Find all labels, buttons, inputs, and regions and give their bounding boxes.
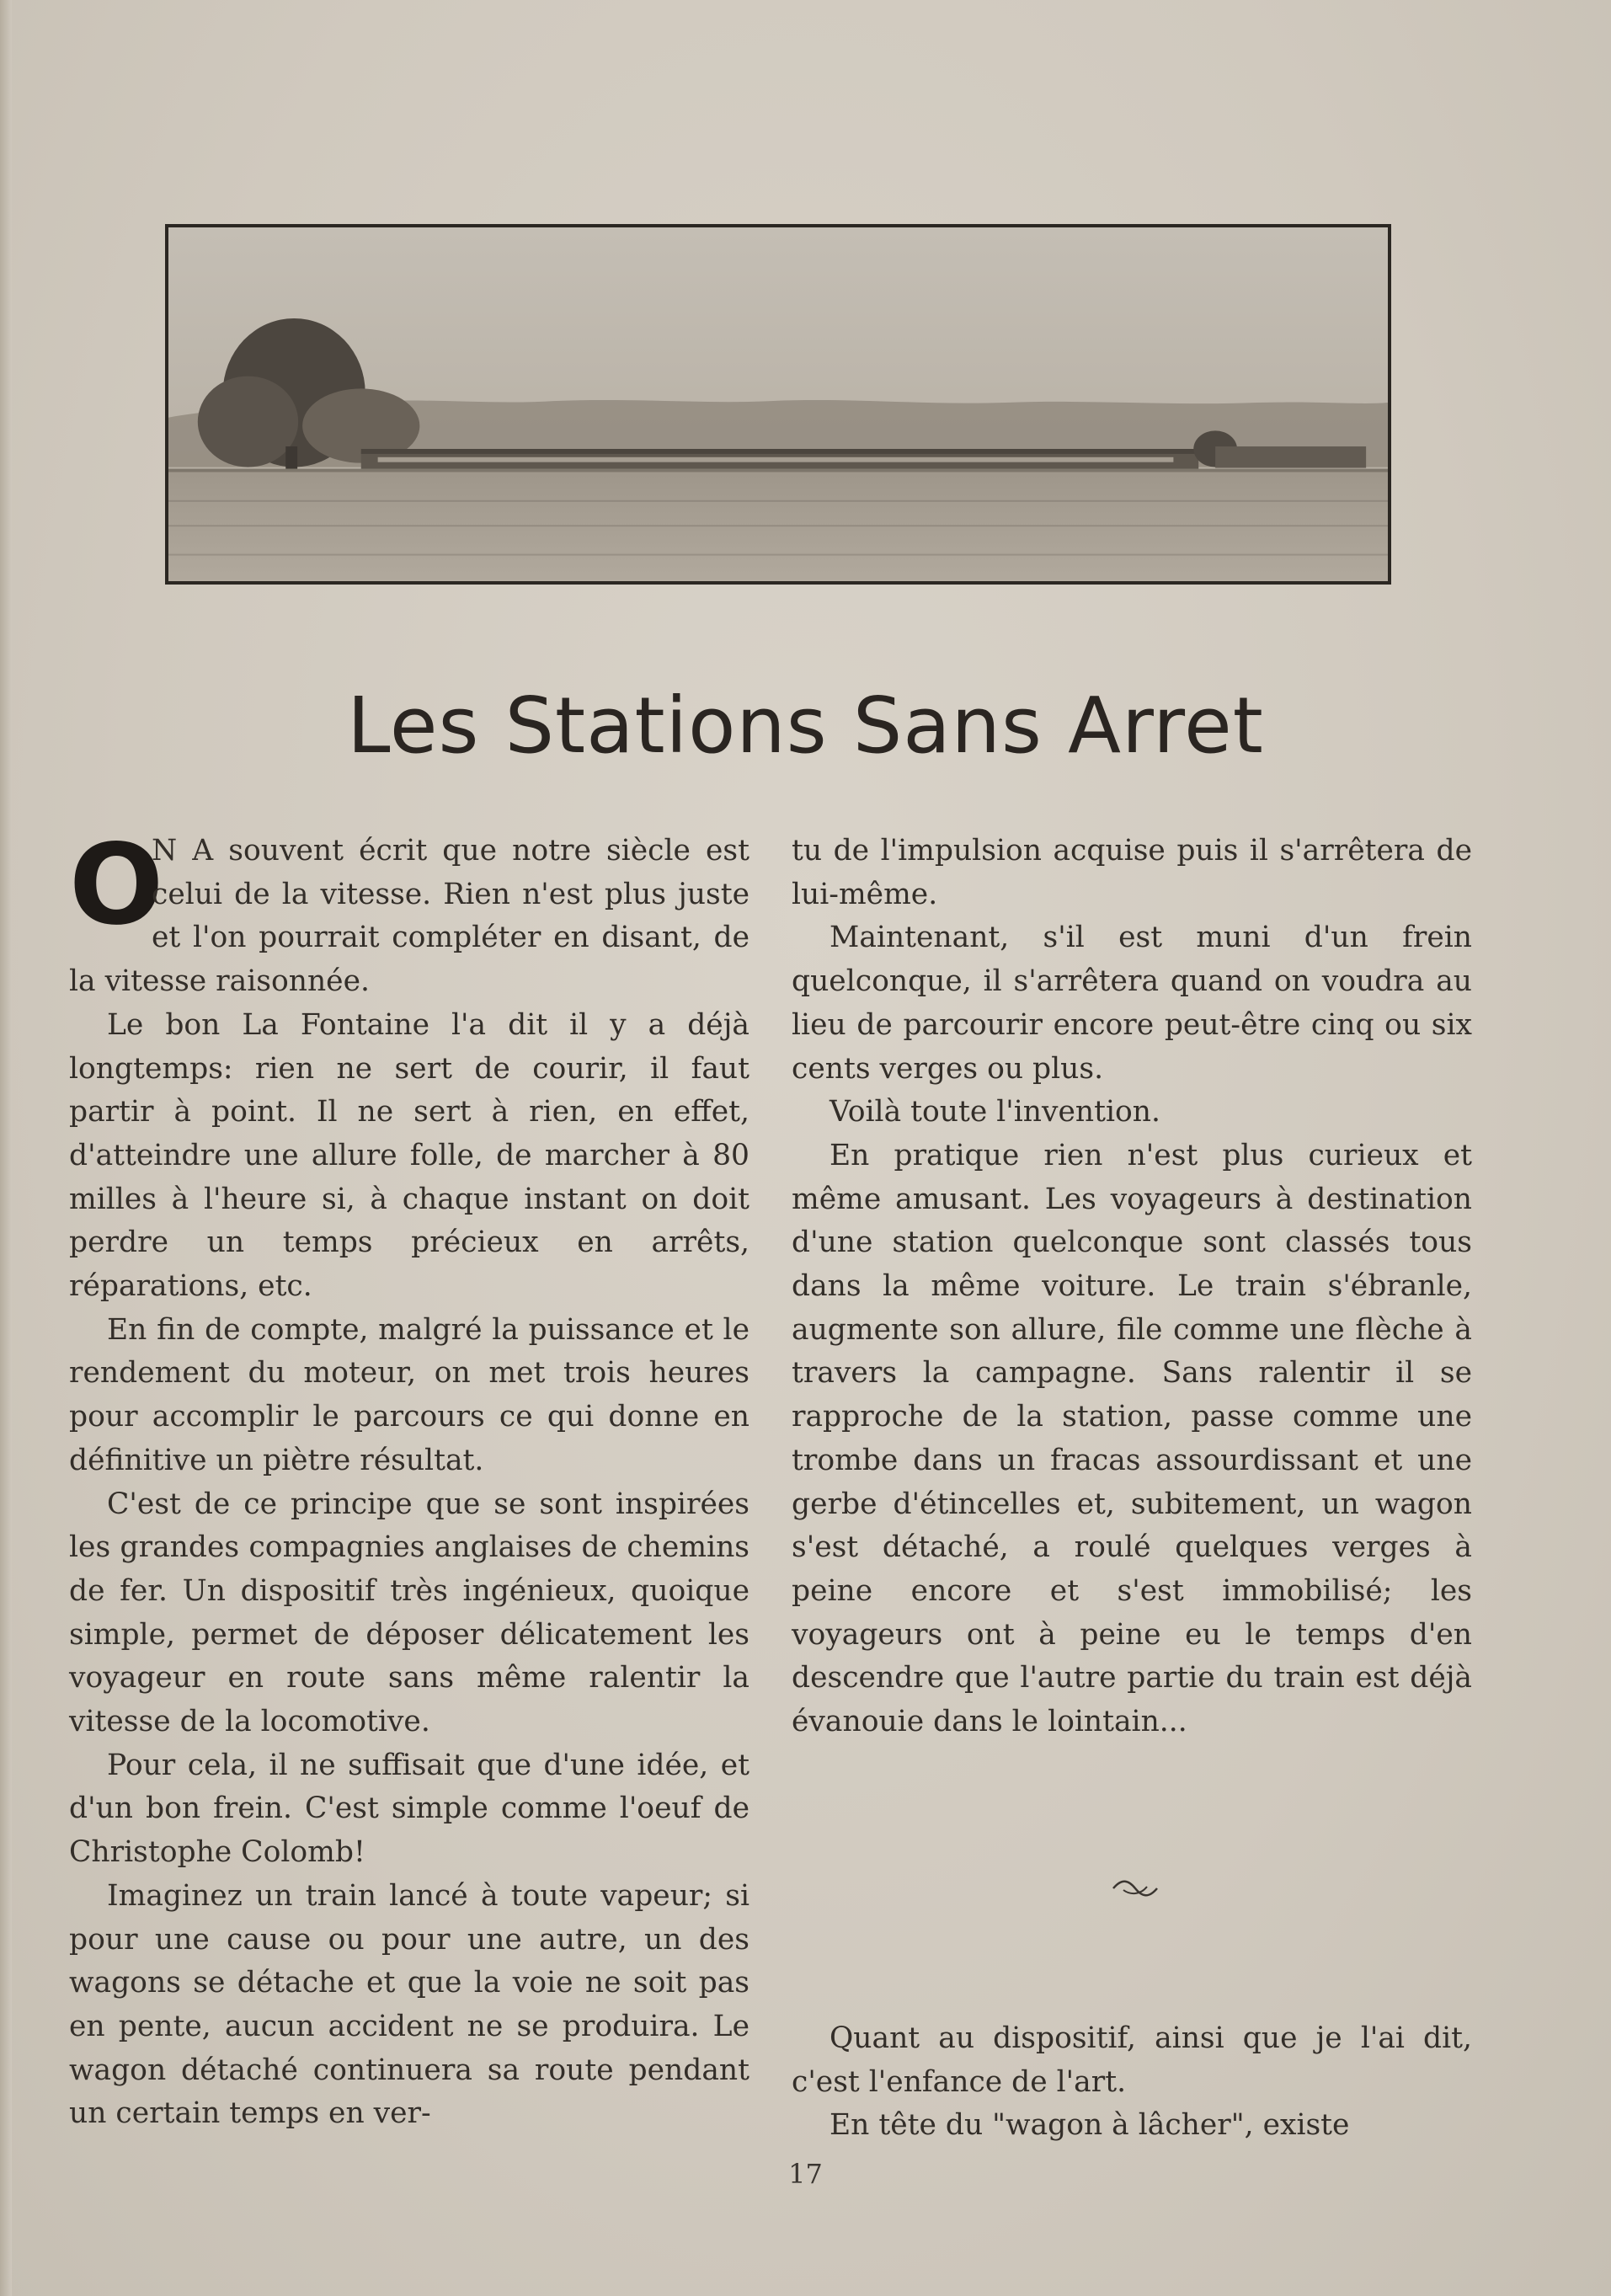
right-column-continued <box>792 2017 1472 2148</box>
paragraph: C'est de ce principe que se sont inspirées les grandes compagnies anglaises de chemins de fer. Un dispositif très ingénieux, quoique simple, permet de déposer délicatement les voyageur en route sans même ralentir la vitesse de la locomotive. <box>69 1487 749 1739</box>
paragraph: Quant au dispositif, ainsi que je l'ai dit, c'est l'enfance de l'art. <box>792 2021 1472 2099</box>
paragraph: Le bon La Fontaine l'a dit il y a déjà longtemps: rien ne sert de courir, il faut partir à point. Il ne sert à rien, en effet, d'atteindre une allure folle, de marcher à 80 milles à l'heure si, à chaque instant on doit perdre un temps précieux en arrêts, réparations, etc. <box>69 1007 749 1304</box>
train-photo-image <box>168 227 1388 581</box>
paragraph: Imaginez un train lancé à toute vapeur; si pour une cause ou pour une autre, un des wagons se détache et que la voie ne soit pas en pente, aucun accident ne se produira. Le wagon détaché continuera sa route pendant un certain temps en ver- <box>69 1878 749 2131</box>
paragraph: En tête du "wagon à lâcher", existe <box>830 2108 1350 2143</box>
right-column <box>792 830 1472 1744</box>
section-ornament-icon <box>1110 1877 1160 1900</box>
paragraph: N A souvent écrit que notre siècle est celui de la vitesse. Rien n'est plus juste et l'on pourrait compléter en disant, de la vitesse raisonnée. <box>69 834 749 999</box>
page-binding-edge <box>0 0 12 2296</box>
page-number: 17 <box>788 2158 823 2190</box>
train-photo <box>165 224 1391 585</box>
paragraph: Pour cela, il ne suffisait que d'une idée, et d'un bon frein. C'est simple comme l'oeuf de Christophe Colomb! <box>69 1748 749 1870</box>
paragraph: tu de l'impulsion acquise puis il s'arrêtera de lui-même. <box>792 834 1472 911</box>
article-title: Les Stations Sans Arret <box>347 681 1264 771</box>
paragraph: En pratique rien n'est plus curieux et même amusant. Les voyageurs à destination d'une station quelconque sont classés tous dans la même voiture. Le train s'ébranle, augmente son allure, file comme une flèche à travers la campagne. Sans ralentir il se rapproche de la station, passe comme une trombe dans un fracas assourdissant et une gerbe d'étincelles et, subitement, un wagon s'est détaché, a roulé quelques verges à peine encore et s'est immobilisé; les voyageurs ont à peine eu le temps d'en descendre que l'autre partie du train est déjà évanouie dans le lointain... <box>792 1138 1472 1739</box>
paragraph: Maintenant, s'il est muni d'un frein quelconque, il s'arrêtera quand on voudra au lieu de parcourir encore peut-être cinq ou six cents verges ou plus. <box>792 921 1472 1086</box>
paragraph: En fin de compte, malgré la puissance et le rendement du moteur, on met trois heures pour accomplir le parcours ce qui donne en définitive un piètre résultat. <box>69 1312 749 1477</box>
drop-cap: O <box>69 820 164 950</box>
paragraph: Voilà toute l'invention. <box>830 1095 1160 1129</box>
left-column <box>69 820 749 2136</box>
